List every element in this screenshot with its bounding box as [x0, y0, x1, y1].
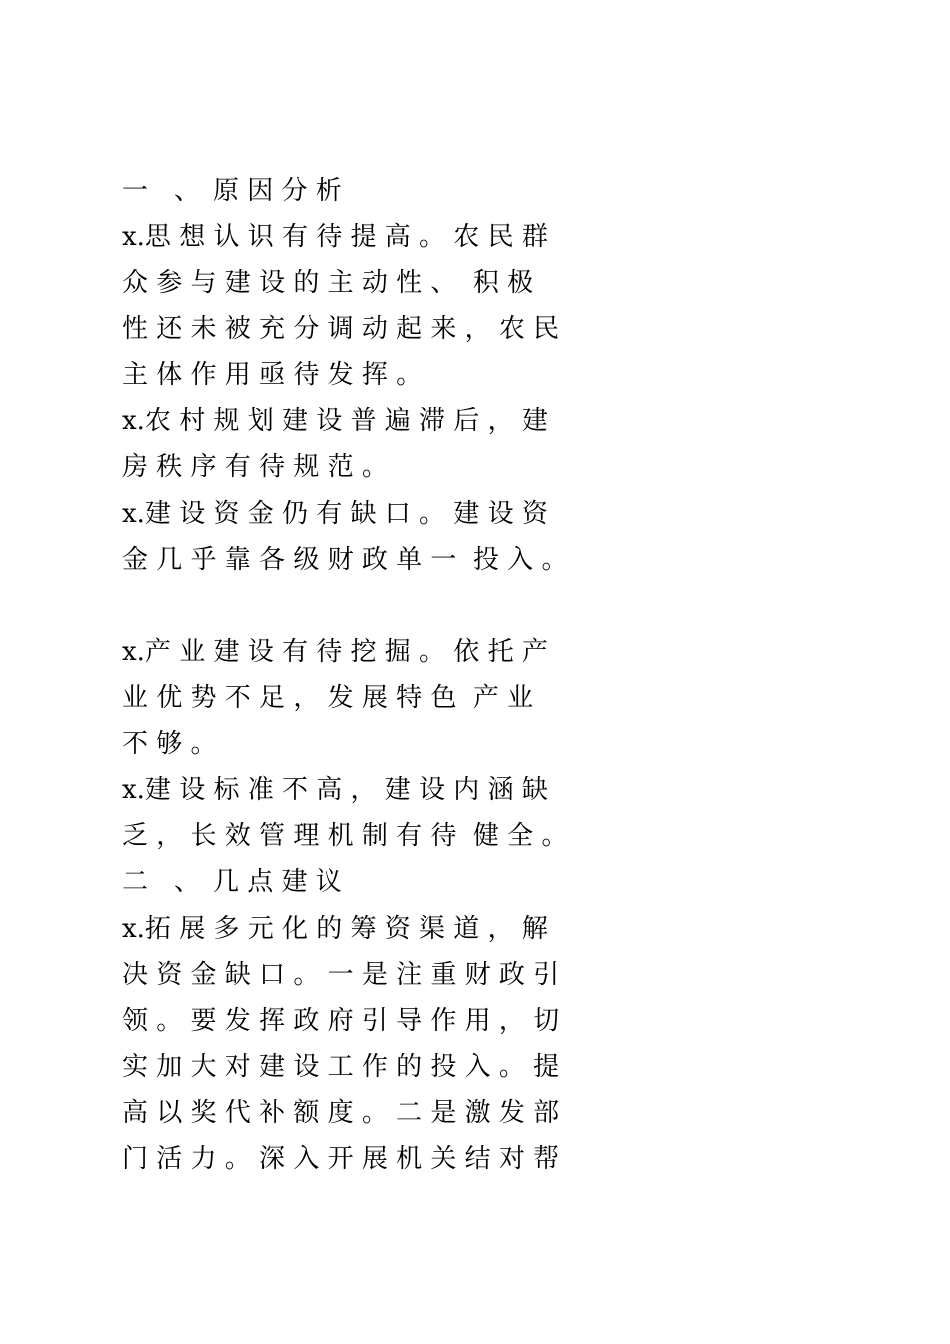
text-line: 房 秩 序 有 待 规 范 。	[122, 452, 388, 482]
text-line: 领 。 要 发 挥 政 府 引 导 作 用 ， 切	[122, 1006, 560, 1036]
section-heading-2: 二 、 几 点 建 议	[122, 867, 342, 897]
text-line: x.思 想 认 识 有 待 提 高 。 农 民 群	[122, 222, 548, 252]
text-line: 众 参 与 建 设 的 主 动 性 、 积 极	[122, 268, 534, 298]
text-line: x.建 设 资 金 仍 有 缺 口 。 建 设 资	[122, 499, 548, 529]
text-line: 高 以 奖 代 补 额 度 。 二 是 激 发 部	[122, 1098, 560, 1128]
section-heading-1: 一 、 原 因 分 析	[122, 176, 342, 206]
text-line: x.建 设 标 准 不 高 ， 建 设 内 涵 缺	[122, 775, 548, 805]
text-line: 实 加 大 对 建 设 工 作 的 投 入 。 提	[122, 1052, 560, 1082]
text-line: 性 还 未 被 充 分 调 动 起 来 ， 农 民	[122, 314, 560, 344]
text-line: 不 够 。	[122, 729, 217, 759]
text-line: x.农 村 规 划 建 设 普 遍 滞 后 ， 建	[122, 406, 548, 436]
text-line: x.拓 展 多 元 化 的 筹 资 渠 道 ， 解	[122, 914, 548, 944]
text-line: 决 资 金 缺 口 。 一 是 注 重 财 政 引	[122, 960, 560, 990]
text-line: 乏 ， 长 效 管 理 机 制 有 待 健 全 。	[122, 821, 568, 851]
text-line: 门 活 力 。 深 入 开 展 机 关 结 对 帮	[122, 1144, 560, 1174]
text-line: 金 几 乎 靠 各 级 财 政 单 一 投 入 。	[122, 545, 568, 575]
text-line: 业 优 势 不 足 ， 发 展 特 色 产 业	[122, 683, 534, 713]
text-line: x.产 业 建 设 有 待 挖 掘 。 依 托 产	[122, 637, 548, 667]
text-line: 主 体 作 用 亟 待 发 挥 。	[122, 360, 423, 390]
